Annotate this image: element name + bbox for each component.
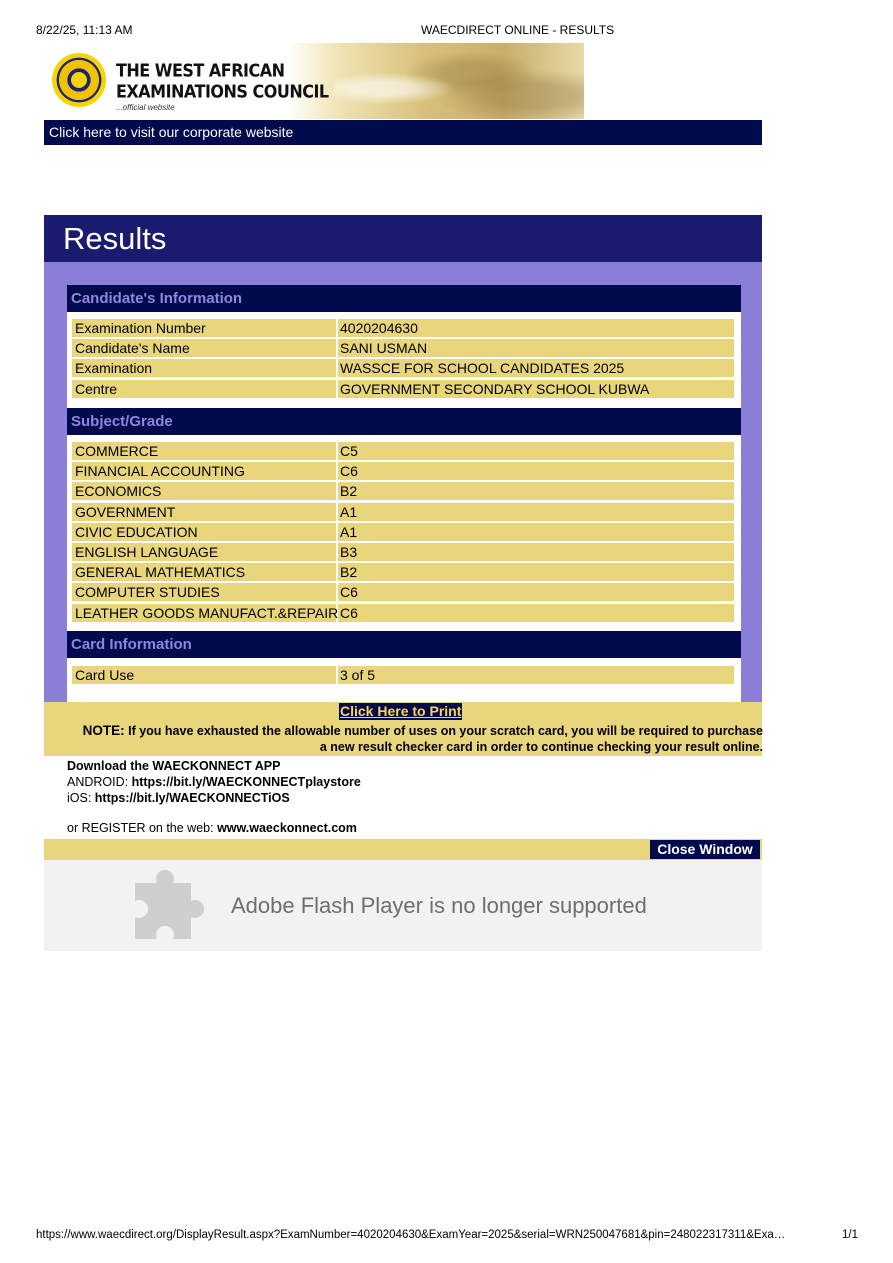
ios-link[interactable]: https://bit.ly/WAECKONNECTiOS — [94, 791, 290, 805]
subject-grade-heading: Subject/Grade — [67, 408, 741, 435]
subject-grade-value: C6 — [340, 463, 358, 480]
subject-grade-label: COMMERCE — [75, 443, 159, 459]
subject-grade-label: GOVERNMENT — [75, 503, 176, 520]
subject-grade-value: A1 — [340, 523, 358, 540]
app-heading: Download the WAECKONNECT APP — [67, 759, 281, 773]
card-info-value: 3 of 5 — [340, 667, 376, 683]
candidate-info-value: SANI USMAN — [340, 340, 428, 357]
subject-grade-label: FINANCIAL ACCOUNTING — [75, 463, 245, 480]
subject-grade-value: C6 — [340, 604, 358, 621]
register-line — [67, 821, 357, 835]
results-title: Results — [44, 215, 762, 262]
candidate-info-label: Examination — [75, 360, 153, 377]
register-link[interactable]: www.waeckonnect.com — [217, 821, 357, 835]
org-name-line1: THE WEST AFRICAN — [116, 60, 285, 81]
print-date: 8/22/25, 11:13 AM — [36, 23, 133, 37]
candidate-info-row — [72, 339, 734, 357]
candidate-info-label: Examination Number — [75, 320, 206, 336]
print-page-title: WAECDIRECT ONLINE - RESULTS — [421, 23, 615, 37]
candidate-info-label: Centre — [75, 380, 118, 397]
subject-grade-label: COMPUTER STUDIES — [75, 584, 220, 601]
org-name-line2: EXAMINATIONS COUNCIL — [116, 81, 329, 102]
subject-grade-value: B2 — [340, 483, 358, 500]
subject-grade-label: CIVIC EDUCATION — [75, 523, 198, 540]
print-page-number: 1/1 — [842, 1229, 858, 1241]
subject-grade-row — [72, 523, 734, 541]
candidate-info-value: WASSCE FOR SCHOOL CANDIDATES 2025 — [340, 360, 625, 377]
candidate-info-row — [72, 319, 734, 337]
waec-banner — [44, 43, 584, 119]
candidate-info-label: Candidate's Name — [75, 340, 190, 357]
candidate-info-row — [72, 359, 734, 377]
note-text: If you have exhausted the allowable number of uses on your scratch card, you will be required to purchase a new result checker card in order to continue checking your result online. — [124, 724, 763, 754]
candidate-info-row — [72, 380, 734, 398]
android-label: ANDROID: — [67, 775, 132, 789]
app-download-block — [67, 758, 361, 806]
close-window-button[interactable]: Close Window — [650, 840, 760, 859]
ios-label: iOS: — [67, 791, 95, 805]
android-link[interactable]: https://bit.ly/WAECKONNECTplaystore — [131, 775, 361, 789]
waec-seal-logo — [52, 53, 106, 107]
note-label: NOTE: — [82, 723, 125, 738]
subject-grade-label: GENERAL MATHEMATICS — [75, 564, 246, 581]
card-info-label: Card Use — [75, 667, 135, 683]
subject-grade-value: C6 — [340, 584, 358, 601]
subject-grade-value: A1 — [340, 503, 358, 520]
candidate-info-heading: Candidate's Information — [67, 285, 741, 312]
print-footer-url: https://www.waecdirect.org/DisplayResult.aspx?ExamNumber=4020204630&ExamYear=2025&serial=WRN250047681&pin=248022317311&Exa… — [36, 1229, 786, 1241]
subject-grade-label: LEATHER GOODS MANUFACT.&REPAIR — [75, 604, 339, 621]
candidate-info-value: GOVERNMENT SECONDARY SCHOOL KUBWA — [340, 380, 650, 397]
corporate-website-link[interactable]: Click here to visit our corporate website — [44, 120, 762, 145]
subject-grade-row — [72, 442, 734, 460]
subject-grade-row — [72, 583, 734, 601]
subject-grade-value: B3 — [340, 544, 358, 560]
org-tagline: ...official website — [116, 103, 175, 112]
subject-grade-value: B2 — [340, 564, 358, 581]
print-header — [36, 23, 857, 37]
banner-photo — [334, 43, 584, 119]
scratch-card-note — [80, 723, 763, 755]
subject-grade-row — [72, 482, 734, 500]
subject-grade-row — [72, 503, 734, 521]
subject-grade-row — [72, 543, 734, 561]
candidate-info-value: 4020204630 — [340, 320, 418, 336]
flash-unsupported-message: Adobe Flash Player is no longer supported — [231, 893, 647, 918]
subject-grade-value: C5 — [340, 443, 358, 459]
subject-grade-row — [72, 462, 734, 480]
register-label: or REGISTER on the web: — [67, 821, 218, 835]
card-info-heading: Card Information — [67, 631, 741, 658]
puzzle-piece-icon — [133, 869, 205, 941]
subject-grade-row — [72, 563, 734, 581]
card-info-row — [72, 666, 734, 684]
subject-grade-label: ENGLISH LANGUAGE — [75, 544, 219, 560]
subject-grade-label: ECONOMICS — [75, 483, 162, 500]
print-link[interactable]: Click Here to Print — [340, 703, 462, 719]
subject-grade-row — [72, 604, 734, 622]
